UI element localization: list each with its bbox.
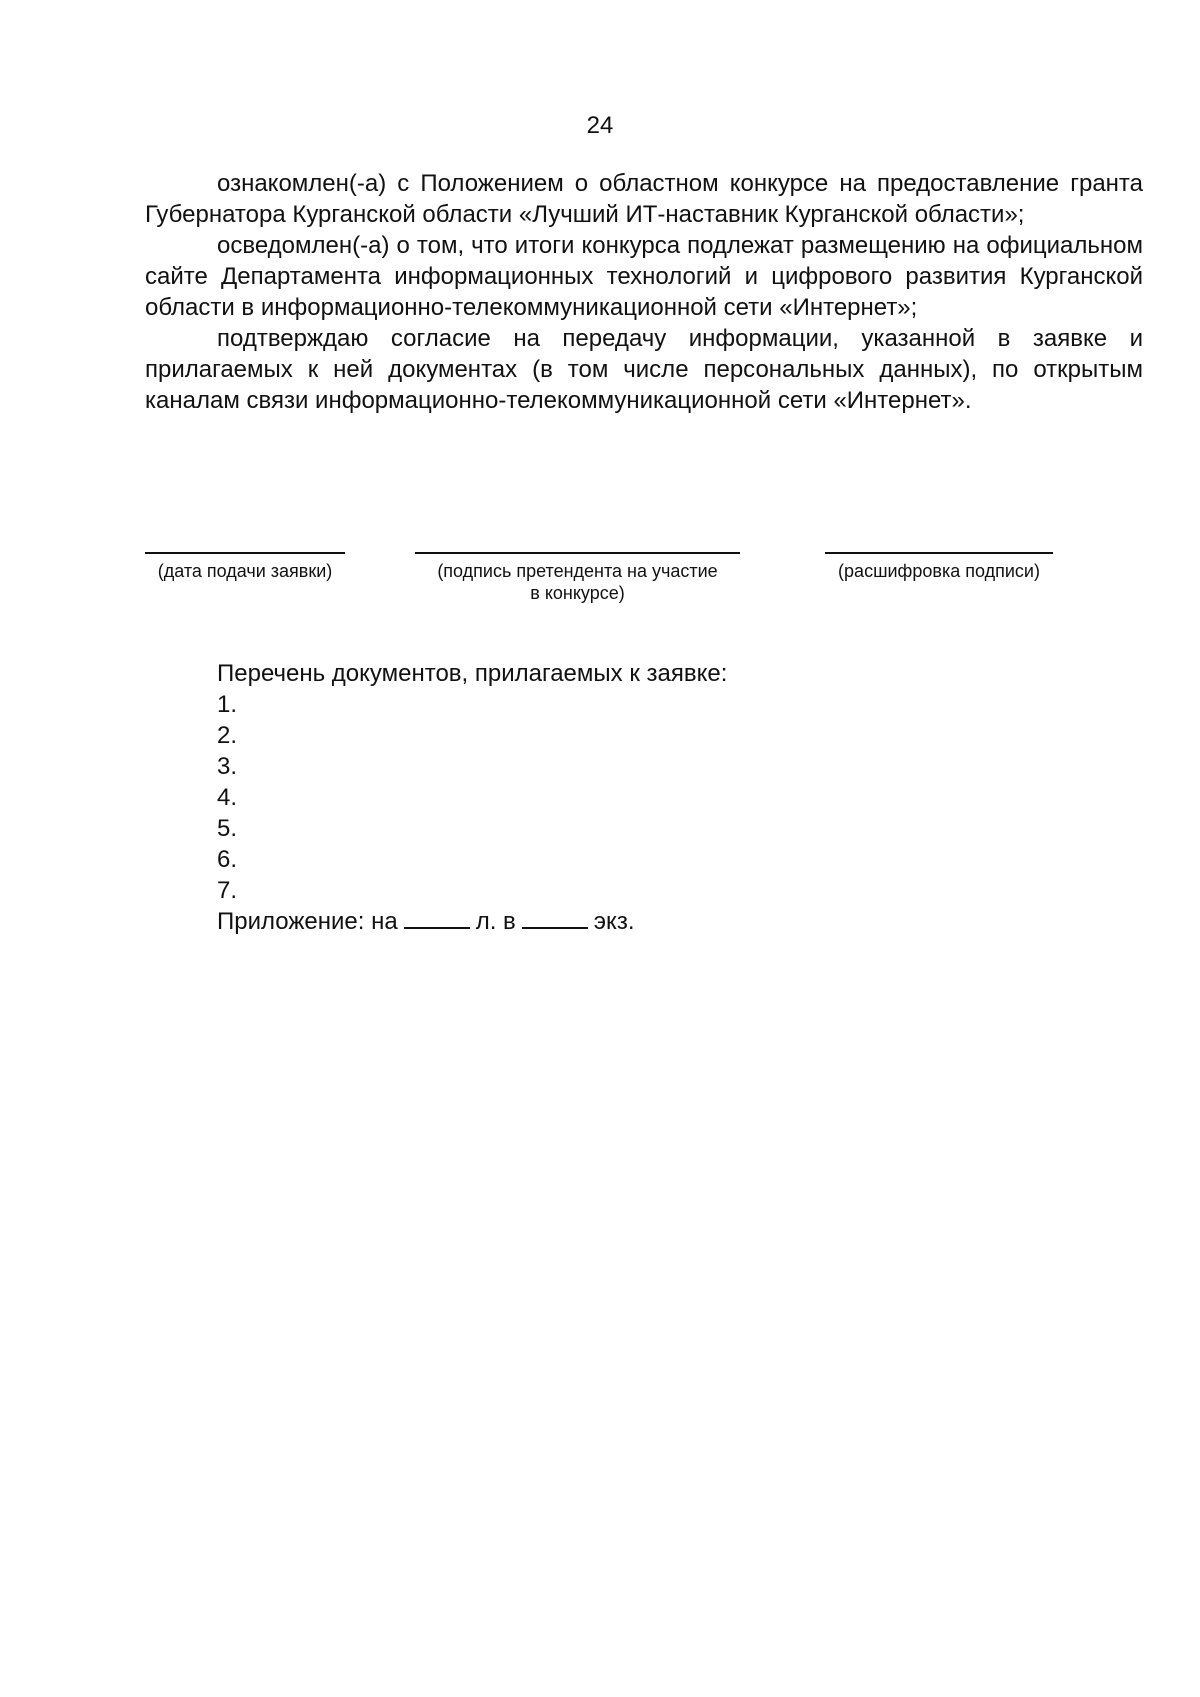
- date-field: [145, 552, 345, 582]
- list-item: 7.: [217, 877, 238, 904]
- signature-field: [415, 552, 740, 604]
- appendix-suffix: экз.: [593, 908, 635, 935]
- documents-list-heading: Перечень документов, прилагаемых к заявке:: [217, 660, 728, 687]
- list-item: 5.: [217, 815, 238, 842]
- signature-caption: (подпись претендента на участие в конкурсе): [437, 561, 718, 603]
- page-number: 24: [586, 112, 614, 139]
- documents-list: [217, 658, 1117, 937]
- list-item: 6.: [217, 846, 238, 873]
- date-line: [145, 552, 345, 554]
- list-item: 3.: [217, 753, 238, 780]
- appendix-line: [217, 906, 1117, 937]
- sheets-count-blank: [404, 907, 470, 929]
- appendix-prefix: Приложение: на: [217, 908, 398, 935]
- list-item: 2.: [217, 722, 238, 749]
- signature-line: [415, 552, 740, 554]
- list-item: 1.: [217, 691, 238, 718]
- signature-decode-line: [825, 552, 1053, 554]
- paragraph-consent: подтверждаю согласие на передачу информации, указанной в заявке и прилагаемых к ней документах (в том числе персональных данных), по открытым каналам связи информационно-телекоммуникационной сети «Интернет».: [145, 325, 1143, 414]
- signature-section: [145, 552, 1143, 632]
- paragraph-informed: осведомлен(-а) о том, что итоги конкурса подлежат размещению на официальном сайте Департамента информационных технологий и цифрового развития Курганской области в информационно-телекоммуникационной сети «Интернет»;: [145, 232, 1143, 321]
- signature-decode-field: [825, 552, 1053, 582]
- copies-count-blank: [522, 907, 588, 929]
- consent-text: [145, 168, 1143, 416]
- documents-list-items: [217, 689, 1117, 906]
- appendix-middle: л. в: [475, 908, 516, 935]
- date-caption: (дата подачи заявки): [157, 561, 333, 581]
- signature-decode-caption: (расшифровка подписи): [838, 561, 1040, 581]
- paragraph-acquainted: ознакомлен(-а) с Положением о областном конкурсе на предоставление гранта Губернатора Курганской области «Лучший ИТ-наставник Курганской области»;: [145, 170, 1143, 228]
- list-item: 4.: [217, 784, 238, 811]
